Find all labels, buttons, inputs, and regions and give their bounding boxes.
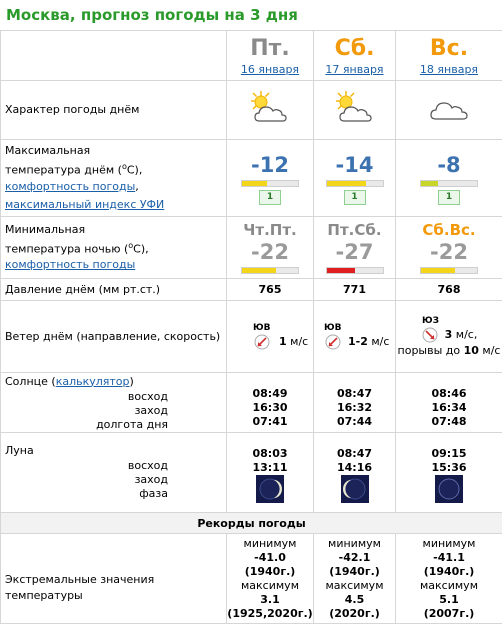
tmax-value: -14	[335, 152, 374, 177]
uvi-badge: 1	[344, 190, 366, 205]
extreme-label: Экстремальные значения температуры	[1, 534, 227, 624]
sun-cloud-icon	[332, 89, 378, 129]
comfort-link-night[interactable]: комфортность погоды	[5, 258, 136, 272]
wind-label: Ветер днём (направление, скорость)	[1, 301, 227, 373]
moon-phase-icon	[435, 475, 463, 503]
date-link[interactable]: 17 января	[325, 62, 384, 76]
forecast-table: Пт. 16 января Сб. 17 января Вс. 18 января Характер погоды днём Максимальная температура днём ($^о$C), комфортность погоды, максимальный индекс УФИ -12 1 -14 1 -8 1 Минимальная температура ночью ($^о$C), комфортность погоды Чт.Пт. -22 Пт.Сб. -27 Сб.Вс. -22 Давление днём (мм рт.ст.) 765 771 768 Ветер днём (направление, скорость) ЮВ 1 м/с ЮВ 1-2 м/с ЮЗ 3 м/с, порывы до 10 м/с Солнце (калькулятор) восход заход долгота дня 08:49 16:30 07:41 08:47 16:32 07:44 08:46 16:34 07:48 Луна восход заход фаза 08:03 13:11 08:47 14:16 09:15 15:36 Рекорды погоды Экстремальные значения температуры минимум -41.0 (1940г.) максимум 3.1 (1925,2020г.) минимум -42.1 (1940г.) максимум 4.5 (2020г.) минимум -41.1 (1940г.) максимум 5.1 (2007г.)	[0, 30, 502, 624]
pressure-value: 771	[314, 279, 396, 301]
daylength: 07:48	[431, 415, 467, 428]
daylength: 07:41	[252, 415, 288, 428]
uvi-badge: 1	[259, 190, 281, 205]
day-header-2	[314, 31, 396, 81]
records-header: Рекорды погоды	[1, 513, 502, 534]
record-min: -41.0	[254, 550, 286, 564]
record-min: -41.1	[433, 550, 465, 564]
comfort-bar	[420, 180, 478, 187]
date-link[interactable]: 18 января	[419, 62, 479, 76]
comfort-link[interactable]: комфортность погоды	[5, 179, 136, 193]
page-title: Москва, прогноз погоды на 3 дня	[6, 6, 298, 24]
moon-label: Луна	[5, 444, 34, 457]
moonset-time: 14:16	[336, 461, 372, 474]
sun-cloud-icon	[247, 89, 293, 129]
sunrise-time: 08:47	[336, 387, 372, 400]
sunrise-time: 08:49	[252, 387, 288, 400]
record-max: 3.1	[260, 592, 280, 606]
moonrise-time: 08:03	[252, 447, 288, 460]
moonset-time: 13:11	[252, 461, 288, 474]
night-days: Пт.Сб.	[327, 221, 382, 239]
day-header-3	[396, 31, 502, 81]
cloud-icon	[426, 89, 472, 129]
comfort-bar	[241, 180, 299, 187]
night-comfort-bar	[420, 267, 478, 274]
record-min: -42.1	[338, 550, 371, 564]
tmax-value: -12	[251, 152, 289, 177]
pressure-value: 768	[396, 279, 502, 301]
uvi-badge: 1	[438, 190, 460, 205]
wind-arrow-icon	[324, 333, 342, 351]
sun-calc-link[interactable]: калькулятор	[55, 374, 130, 388]
tmax-label: Максимальная температура днём ($^о$C), комфортность погоды, максимальный индекс УФИ	[1, 140, 227, 217]
wind-dir: ЮВ	[324, 322, 342, 333]
tnight-value: -27	[335, 240, 374, 264]
tnight-value: -22	[251, 240, 289, 264]
day-name: Вс.	[429, 35, 469, 61]
moon-phase-icon	[256, 475, 284, 503]
wind-dir: ЮЗ	[422, 315, 439, 326]
wind-arrow-icon	[421, 326, 439, 344]
date-link[interactable]: 16 января	[240, 62, 300, 76]
tmax-value: -8	[437, 152, 461, 177]
moonset-time: 15:36	[431, 461, 467, 474]
daylength: 07:44	[336, 415, 372, 428]
uvi-link[interactable]: максимальный индекс УФИ	[5, 197, 165, 211]
day-name: Пт.	[250, 35, 290, 61]
moonrise-time: 09:15	[431, 447, 467, 460]
tnight-value: -22	[430, 240, 468, 264]
pressure-value: 765	[227, 279, 314, 301]
day-header-1	[227, 31, 314, 81]
pressure-label: Давление днём (мм рт.ст.)	[1, 279, 227, 301]
sunset-time: 16:30	[252, 401, 288, 414]
sunrise-time: 08:46	[431, 387, 467, 400]
corner-cell	[1, 31, 227, 81]
sunset-time: 16:32	[336, 401, 372, 414]
night-comfort-bar	[326, 267, 384, 274]
moon-phase-icon	[341, 475, 369, 503]
record-max: 5.1	[439, 592, 459, 606]
wind-arrow-icon	[253, 333, 271, 351]
sunset-time: 16:34	[431, 401, 467, 414]
night-days: Сб.Вс.	[422, 221, 476, 239]
night-days: Чт.Пт.	[243, 221, 297, 239]
moonrise-time: 08:47	[336, 447, 372, 460]
tmin-label: Минимальная температура ночью ($^о$C), комфортность погоды	[1, 217, 227, 279]
comfort-bar	[326, 180, 384, 187]
record-max: 4.5	[344, 592, 365, 606]
wind-dir: ЮВ	[253, 322, 271, 333]
weather-char-label: Характер погоды днём	[1, 81, 227, 140]
day-name: Сб.	[334, 35, 375, 61]
night-comfort-bar	[241, 267, 299, 274]
sun-label: Солнце (калькулятор)	[5, 374, 134, 388]
